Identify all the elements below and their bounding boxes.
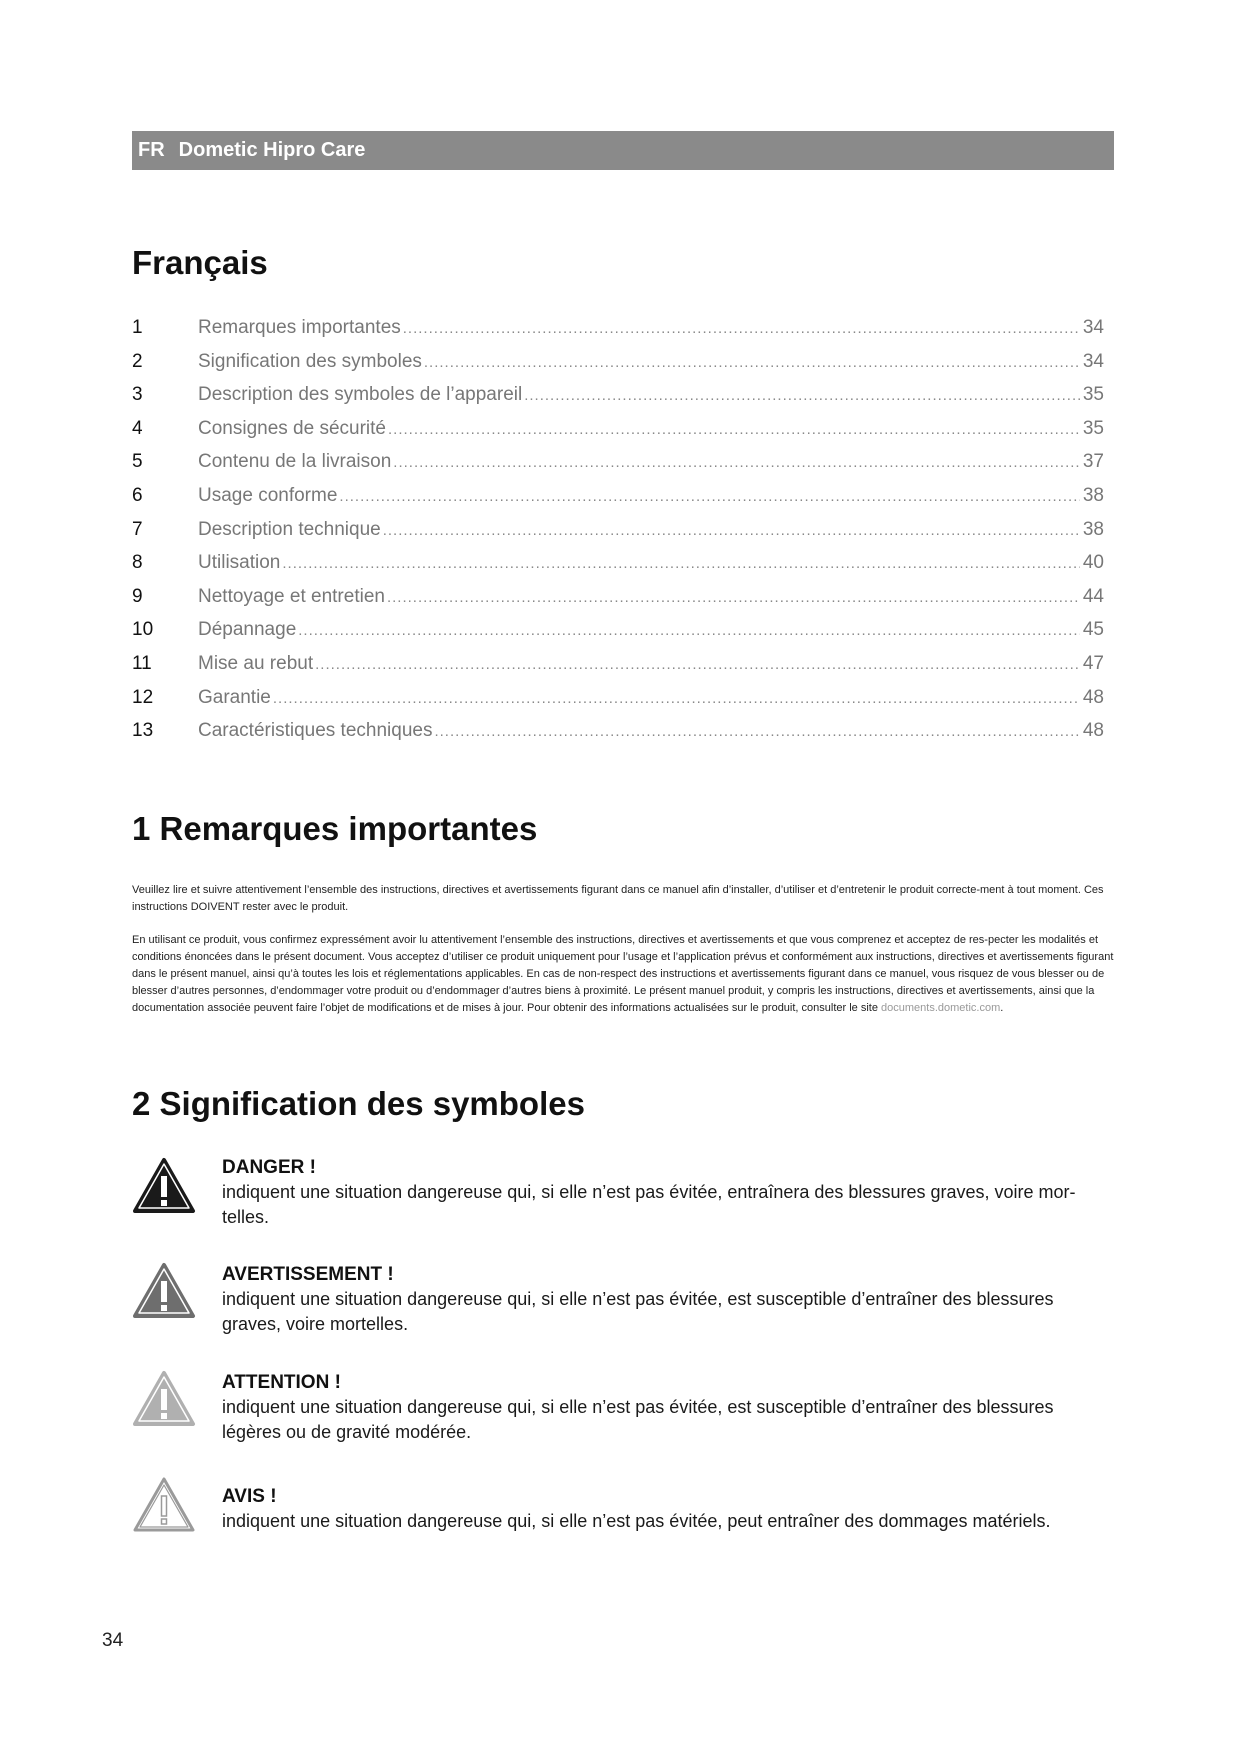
toc-leader-dots (393, 454, 1080, 471)
toc-leader-dots (434, 723, 1080, 740)
toc-item[interactable] (132, 552, 1104, 586)
toc-number: 7 (132, 518, 143, 540)
page-number: 34 (102, 1630, 124, 1651)
toc-leader-dots (388, 421, 1080, 438)
symbol-title: AVIS ! (222, 1486, 277, 1507)
toc-number: 6 (132, 484, 143, 506)
toc-label: Contenu de la livraison (198, 451, 392, 473)
toc-number: 8 (132, 552, 143, 574)
toc-item[interactable] (132, 720, 1104, 754)
toc-item[interactable] (132, 687, 1104, 721)
toc-leader-dots (424, 354, 1080, 371)
paragraph-text: En utilisant ce produit, vous confirmez expressément avoir lu attentivement l’ensemble des instructions, directives et avertissements et que vous comprenez et acceptez de res-pecter les modalités et conditions énoncées dans le présent document. Vous acceptez d’utiliser ce produit uniquement pour l’usage et l’application prévus et conformément aux instructions, directives et avertissements figurant dans le présent manuel, ainsi qu’à toutes les lois et réglementations applicables. En cas de non-respect des instructions et avertissements figurant dans ce manuel, vous risquez de vous blesser ou de blesser d’autres personnes, d’endommager votre produit ou d’endommager d’autres biens à proximité. Le présent manuel produit, y compris les instructions, directives et avertissements, ainsi que la documentation associée peuvent faire l’objet de modifications et de mises à jour. Pour obtenir des informations actualisées sur le produit, consulter le site (132, 934, 1114, 1014)
toc-item[interactable] (132, 619, 1104, 653)
toc-page: 40 (1082, 552, 1104, 574)
symbol-caution (132, 1370, 1117, 1445)
toc-leader-dots (273, 690, 1080, 707)
symbol-description: indiquent une situation dangereuse qui, si elle n’est pas évitée, est susceptible d’entraîner des blessures légères ou de gravité modérée. (222, 1397, 1054, 1442)
symbol-title: ATTENTION ! (222, 1372, 341, 1393)
toc-number: 9 (132, 585, 143, 607)
toc-page: 34 (1082, 350, 1104, 372)
caution-triangle-icon (132, 1370, 196, 1428)
symbol-danger (132, 1155, 1117, 1230)
toc-item[interactable] (132, 485, 1104, 519)
toc-label: Consignes de sécurité (198, 417, 386, 439)
toc-item[interactable] (132, 418, 1104, 452)
toc-number: 2 (132, 350, 143, 372)
toc-number: 5 (132, 451, 143, 473)
toc-number: 10 (132, 619, 154, 641)
toc-number: 12 (132, 686, 154, 708)
symbol-notice (132, 1484, 1117, 1534)
toc-leader-dots (315, 656, 1080, 673)
toc-page: 34 (1082, 317, 1104, 338)
header-bar (132, 131, 1114, 170)
toc-leader-dots (339, 488, 1080, 505)
toc-label: Utilisation (198, 552, 281, 574)
toc-page: 48 (1082, 720, 1104, 742)
toc-leader-dots (282, 555, 1080, 572)
toc-number: 13 (132, 720, 154, 742)
toc-label: Description technique (198, 518, 381, 540)
toc-item[interactable] (132, 451, 1104, 485)
toc-label: Mise au rebut (198, 652, 314, 674)
symbol-warning (132, 1262, 1117, 1337)
table-of-contents (132, 317, 1104, 754)
toc-number: 3 (132, 384, 143, 406)
toc-label: Usage conforme (198, 484, 338, 506)
toc-item[interactable] (132, 586, 1104, 620)
toc-number: 1 (132, 317, 143, 338)
toc-leader-dots (387, 589, 1080, 606)
warning-triangle-icon (132, 1262, 196, 1320)
danger-triangle-icon (132, 1157, 196, 1215)
toc-page: 45 (1082, 619, 1104, 641)
symbol-description: indiquent une situation dangereuse qui, si elle n’est pas évitée, est susceptible d’entraîner des blessures graves, voire mortelles. (222, 1289, 1054, 1334)
header-language-code: FR (138, 139, 165, 161)
section-1-paragraph-1: Veuillez lire et suivre attentivement l’ensemble des instructions, directives et avertissements figurant dans ce manuel afin d’installer, d’utiliser et d’entretenir le produit correcte-ment à tout moment. Ces instructions DOIVENT rester avec le produit. (132, 884, 1104, 913)
section-1-paragraph-2 (132, 932, 1114, 1017)
toc-page: 48 (1082, 686, 1104, 708)
toc-page: 35 (1082, 417, 1104, 439)
toc-item[interactable] (132, 351, 1104, 385)
toc-leader-dots (403, 320, 1080, 337)
section-2-title: 2 Signification des symboles (132, 1085, 585, 1122)
toc-label: Remarques importantes (198, 317, 401, 338)
toc-number: 4 (132, 417, 143, 439)
toc-page: 47 (1082, 652, 1104, 674)
notice-triangle-icon (132, 1476, 196, 1534)
toc-item[interactable] (132, 384, 1104, 418)
header-product-title: Dometic Hipro Care (178, 139, 366, 161)
toc-label: Signification des symboles (198, 350, 422, 372)
toc-page: 37 (1082, 451, 1104, 473)
toc-label: Caractéristiques techniques (198, 720, 433, 742)
symbol-title: AVERTISSEMENT ! (222, 1264, 394, 1285)
section-1-title: 1 Remarques importantes (132, 810, 538, 847)
paragraph-end: . (1000, 1002, 1004, 1014)
toc-leader-dots (383, 522, 1080, 539)
toc-page: 38 (1082, 484, 1104, 506)
toc-label: Garantie (198, 686, 271, 708)
toc-leader-dots (298, 622, 1080, 639)
language-title: Français (132, 244, 268, 281)
toc-label: Dépannage (198, 619, 297, 641)
toc-page: 35 (1082, 384, 1104, 406)
toc-item[interactable] (132, 317, 1104, 351)
toc-label: Description des symboles de l’appareil (198, 384, 523, 406)
toc-leader-dots (524, 387, 1080, 404)
symbol-title: DANGER ! (222, 1157, 316, 1178)
toc-page: 44 (1082, 585, 1104, 607)
toc-item[interactable] (132, 519, 1104, 553)
symbol-description: indiquent une situation dangereuse qui, si elle n’est pas évitée, peut entraîner des dommages matériels. (222, 1511, 1051, 1531)
toc-number: 11 (132, 652, 152, 674)
toc-item[interactable] (132, 653, 1104, 687)
documents-link[interactable]: documents.dometic.com (881, 1002, 1001, 1014)
toc-label: Nettoyage et entretien (198, 585, 385, 607)
symbol-description: indiquent une situation dangereuse qui, si elle n’est pas évitée, entraînera des blessures graves, voire mor-telles. (222, 1182, 1076, 1227)
toc-page: 38 (1082, 518, 1104, 540)
